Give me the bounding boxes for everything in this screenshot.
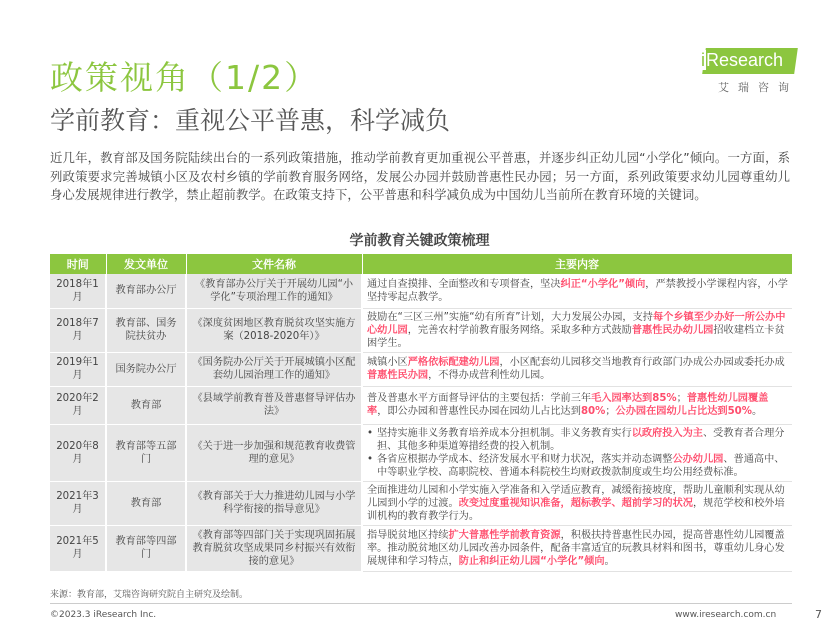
website-url: www.iresearch.com.cn [675, 610, 777, 620]
source-note: 来源：教育部，艾瑞咨询研究院自主研究及绘制。 [50, 590, 249, 600]
table-row [50, 424, 792, 481]
table-row [50, 525, 792, 571]
page-title: 政策视角（1/2） [50, 58, 320, 97]
highlight-text: 公办园在园幼儿占比达到50% [615, 406, 752, 417]
highlight-text: 公办幼儿园 [672, 453, 724, 465]
content-segment: 、普通高中、中等职业学校、高职院校、普通本科院校生均财政拨款制度或生均公用经费标准。 [377, 453, 785, 478]
content-text [367, 357, 785, 381]
content-segment: ，严禁教授小学课程内容，小学坚持零起点教学。 [367, 278, 788, 303]
iresearch-logo [690, 48, 802, 96]
content-segment: ； [605, 406, 616, 417]
row-time: 2018年1月 [50, 274, 106, 308]
row-content [362, 352, 792, 386]
row-org: 教育部等五部门 [106, 424, 186, 481]
row-content [362, 308, 792, 352]
content-segment: 全面推进幼儿园和小学实施入学准备和入学适应教育，减缓衔接坡度，帮助儿童顺利实现从幼儿园到小学的过渡。 [367, 484, 785, 509]
row-org: 教育部、国务院扶贫办 [106, 308, 186, 352]
content-segment: 普及普惠水平方面督导评估的主要包括：学前三年 [367, 393, 592, 404]
logo-chinese: 艾瑞咨询 [718, 81, 798, 94]
content-segment: 招收建档立卡贫困学生。 [367, 324, 785, 349]
row-content [362, 525, 792, 571]
table-row [50, 308, 792, 352]
row-org: 国务院办公厅 [106, 352, 186, 386]
content-segment: ； [676, 393, 687, 404]
content-segment: ，完善农村学前教育服务网络。采取多种方式鼓励 [407, 324, 632, 336]
row-doc: 《教育部等四部门关于实现巩固拓展教育脱贫攻坚成果同乡村振兴有效衔接的意见》 [186, 525, 362, 571]
logo-research: Research [706, 50, 784, 70]
highlight-text: 以政府投入为主 [631, 427, 703, 439]
copyright: ©2023.3 iResearch Inc. [50, 610, 157, 620]
content-bullet [367, 427, 788, 453]
row-content [362, 424, 792, 481]
row-doc: 《县域学前教育普及普惠督导评估办法》 [186, 386, 362, 424]
content-segment: ，小区配套幼儿园移交当地教育行政部门办成公办园或委托办成 [499, 357, 785, 368]
row-time: 2018年7月 [50, 308, 106, 352]
content-segment: 各省应根据办学成本、经济发展水平和财力状况，落实并动态调整 [377, 453, 673, 465]
row-org: 教育部 [106, 481, 186, 525]
row-time: 2021年5月 [50, 525, 106, 571]
highlight-text: 普惠性民办园 [367, 370, 429, 381]
row-time: 2020年2月 [50, 386, 106, 424]
highlight-text: 扩大普惠性学前教育资源 [448, 529, 561, 541]
highlight-text: 普惠性民办幼儿园 [631, 324, 714, 336]
row-time: 2021年3月 [50, 481, 106, 525]
content-segment: 、受教育者合理分担、其他多种渠道筹措经费的投入机制。 [377, 427, 785, 452]
table-row [50, 481, 792, 525]
row-doc: 《深度贫困地区教育脱贫攻坚实施方案（2018-2020年）》 [186, 308, 362, 352]
table-row [50, 274, 792, 308]
row-doc: 《教育部关于大力推进幼儿园与小学科学衔接的指导意见》 [186, 481, 362, 525]
content-segment: 城镇小区 [367, 357, 408, 368]
row-org: 教育部办公厅 [106, 274, 186, 308]
page-number: 7 [815, 608, 822, 621]
row-org: 教育部 [106, 386, 186, 424]
content-segment: 通过自查摸排、全面整改和专项督查，坚决 [367, 278, 561, 290]
row-content [362, 481, 792, 525]
content-segment: 。 [604, 555, 615, 567]
table-header-row [50, 254, 792, 274]
header-content: 主要内容 [362, 254, 792, 274]
page-subtitle: 学前教育：重视公平普惠，科学减负 [50, 106, 451, 135]
table-title: 学前教育关键政策梳理 [349, 233, 490, 249]
content-text [367, 485, 785, 522]
content-text [367, 530, 785, 567]
header-doc: 文件名称 [186, 254, 362, 274]
highlight-text: 改变过度重视知识准备，超标教学、超前学习的状况 [458, 497, 693, 509]
row-doc: 《教育部办公厅关于开展幼儿园“小学化”专项治理工作的通知》 [186, 274, 362, 308]
highlight-text: 每个乡镇至少办好一所公办中心幼儿园 [367, 311, 786, 336]
row-time: 2020年8月 [50, 424, 106, 481]
highlight-text: 严格依标配建幼儿园 [407, 357, 500, 368]
logo-wordmark [700, 50, 783, 71]
content-segment: ，即公办园和普惠性民办园在园幼儿占比达到 [377, 406, 581, 417]
row-content [362, 386, 792, 424]
content-segment: ，积极扶持普惠性民办园，提高普惠性幼儿园覆盖率。推动脱贫地区幼儿园改善办园条件，配备丰富适宜的玩教具材料和图书，尊重幼儿身心发展规律和学习特点， [367, 529, 785, 567]
policy-table [50, 254, 793, 572]
header-org: 发文单位 [106, 254, 186, 274]
row-org: 教育部等四部门 [106, 525, 186, 571]
content-segment: 坚持实施非义务教育培养成本分担机制。非义务教育实行 [377, 427, 632, 439]
highlight-text: 防止和纠正幼儿园“小学化”倾向 [458, 555, 605, 567]
table-row [50, 386, 792, 424]
content-segment: 指导脱贫地区持续 [367, 529, 449, 541]
footer-divider [50, 603, 792, 604]
intro-paragraph: 近几年，教育部及国务院陆续出台的一系列政策措施，推动学前教育更加重视公平普惠，并逐步纠正幼儿园“小学化”倾向。一方面，系列政策要求完善城镇小区及农村乡镇的学前教育服务网络，发展公办园并鼓励普惠性民办园；另一方面，系列政策要求幼儿园尊重幼儿身心发展规律进行教学，禁止超前教学。在政策支持下，公平普惠和科学减负成为中国幼儿当前所在教育环境的关键词。 [50, 150, 790, 203]
row-doc: 《国务院办公厅关于开展城镇小区配套幼儿园治理工作的通知》 [186, 352, 362, 386]
content-segment: 。 [751, 406, 763, 417]
content-segment: 鼓励在“三区三州”实施“幼有所育”计划，大力发展公办园，支持 [367, 311, 653, 323]
highlight-text: 普惠性幼儿园覆盖率 [367, 393, 769, 417]
content-bullet [367, 453, 788, 479]
header-time: 时间 [50, 254, 106, 274]
highlight-text: 80% [580, 406, 606, 417]
content-text [367, 393, 768, 417]
table-row [50, 352, 792, 386]
highlight-text: 毛入园率达到85% [591, 393, 677, 404]
content-segment: ，规范学校和校外培训机构的教育教学行为。 [367, 497, 785, 522]
row-time: 2019年1月 [50, 352, 106, 386]
row-doc: 《关于进一步加强和规范教育收费管理的意见》 [186, 424, 362, 481]
logo-i: i [701, 50, 705, 70]
content-text [367, 279, 788, 303]
highlight-text: 纠正“小学化”倾向 [560, 278, 646, 290]
row-content [362, 274, 792, 308]
content-text [367, 312, 785, 349]
content-segment: ，不得办成营利性幼儿园。 [428, 370, 551, 381]
